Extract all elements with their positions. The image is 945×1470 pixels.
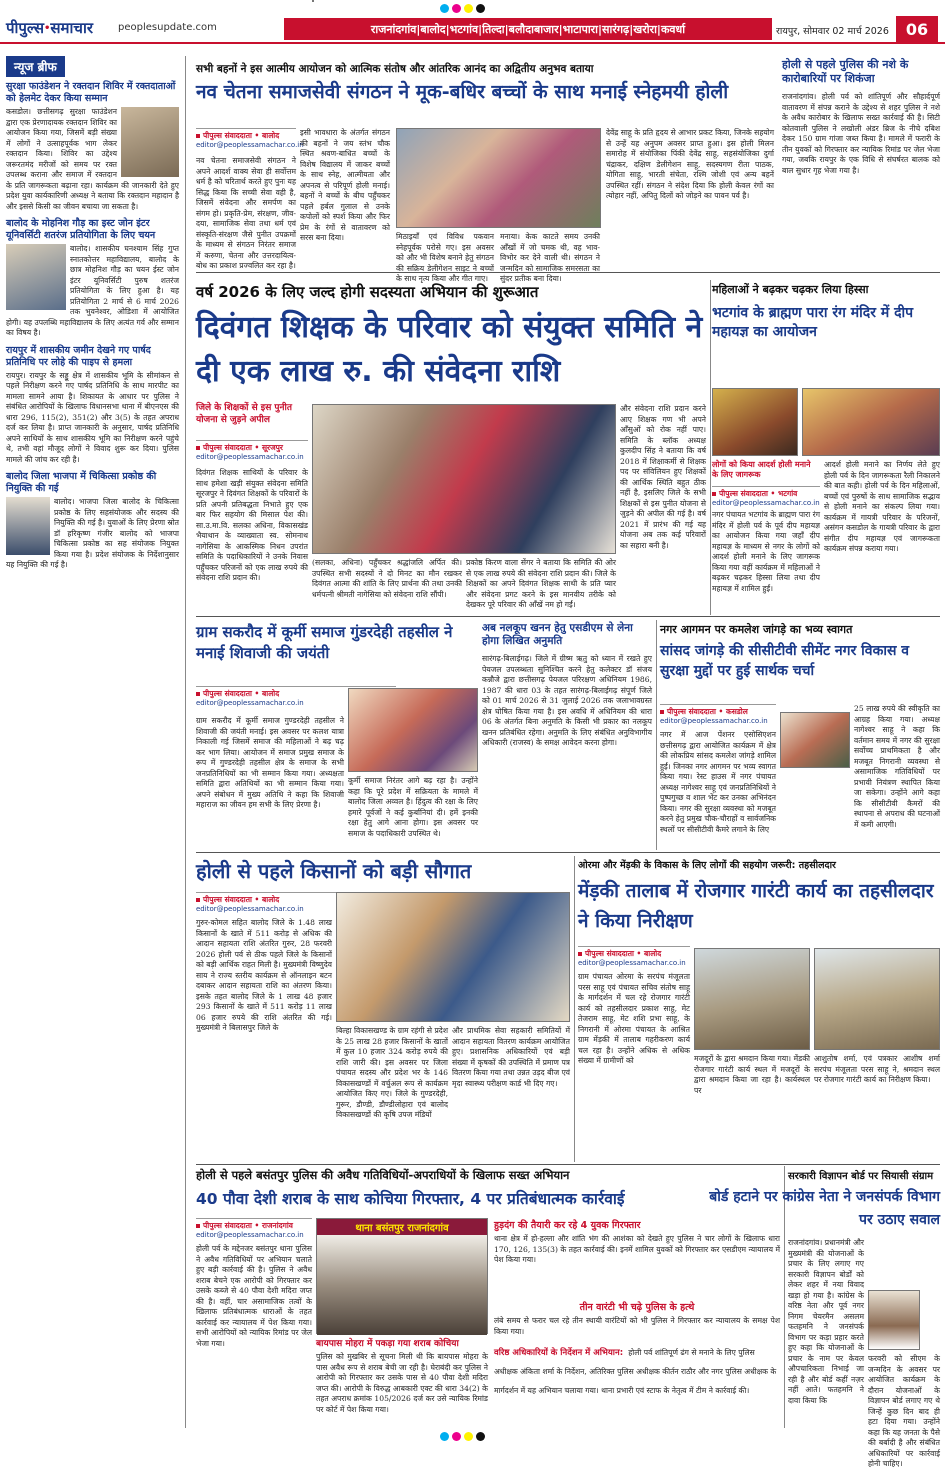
photo-banner: थाना बसंतपुर राजनांदगांव [317, 1219, 487, 1235]
story-congress-headline: बोर्ड हटाने पर कांग्रेस नेता ने जनसंपर्क विभाग पर उठाए सवाल [709, 1189, 940, 1228]
story-holi-body-3: मिठाइयाँ एवं विविध पकवान स्नेहपूर्वक परोसे गए। इस अवसर को और भी विशेष बनाने हेतु संगठन की सक्रिय डेलीगेशन साइट ने बच्चों के साथ नृत्य किया और गीत गाए। [396, 232, 494, 283]
story-samiti-body-2: प्रकोष्ठ किरण वाला सेंगर ने बताया कि समिति की ओर से एक लाख रुपये की संवेदना राशि प्रदान की। जिले के शिक्षकों का अपने दिवंगत शिक्षक साथी के प्रति प्यार और संवेदना प्रगट करने के इस मानवीय तरीके को देखकर पूरे परिवार की आँखें नम हो गईं। [466, 558, 616, 609]
story-basantpur-headline: 40 पौवा देशी शराब के साथ कोचिया गिरफ्तार, 4 पर प्रतिबंधात्मक कार्रवाई [196, 1190, 625, 1208]
story-kurmi-headline: ग्राम सकरौद में कूर्मी समाज गुंडरदेही तहसील ने मनाई शिवाजी की जयंती [196, 623, 453, 662]
story-congress-photo [868, 1290, 920, 1350]
story-tahsildar-caption-1: मजदूरों के द्वारा श्रमदान किया गया। मेंडकी रोजगार गारंटी कार्य स्थल में मजदूरों के द्वारा श्रमदान किया जा रहा है। कार्यस्थल पर [694, 1054, 810, 1095]
masthead [0, 0, 945, 44]
story-samiti-photo-frame [312, 404, 616, 554]
story-congress-body-1: राजनांदगांव। प्रधानमंत्री और मुख्यमंत्री की योजनाओं के प्रचार के लिए लगाए गए सरकारी विज्ञापन बोर्डों को लेकर शहर में नया विवाद खड़ा हो गया है। कांग्रेस के वरिष्ठ नेता और पूर्व नगर निगम चेयरमैन असलम फतहमनि ने जनसंपर्क विभाग पर कड़ा प्रहार करते हुए कहा कि योजनाओं के प्रचार के नाम पर केवल औपचारिकता निभाई जा रही है और बोर्ड कहीं नज़र नहीं आते। फतहमनि ने दावा किया कि [788, 1238, 864, 1405]
story-farmers-body-1: गुरुर-कोमल सहित बालोद जिले के 1.48 लाख किसानों के खाते में 511 करोड़ से अधिक की आदान सहायता राशि अंतरित गुरुर, 28 फरवरी 2026 होली पर्व से ठीक पहले जिले के किसानों को बड़ी आर्थिक राहत मिली है। मुख्यमंत्री विष्णुदेव साय ने राज्य स्तरीय कार्यक्रम से ऑनलाइन बटन दबाकर आदान सहायता राशि का अंतरण किया। इसके तहत बालोद जिले के 1 लाख 48 हजार 293 किसानों के खाते में 511 करोड़ 11 लाख 06 हजार रुपये की राशि अंतरित की गई। मुख्यमंत्री ने बिलासपुर जिले के [196, 918, 332, 1032]
story-kurmi-caption: कूर्मी समाज निरंतर आगे बढ़ रहा है। उन्होंने कहा कि पूरे प्रदेश में सक्रियता के मामले में बालोद जिला अव्वल है। हिंदुत्व की रक्षा के लिए हमारे पूर्वजों ने कई कुर्बानियां दी। हमें इनकी रक्षा हेतु आगे आना होगा। इस अवसर पर समाज के पदाधिकारी उपस्थित थे। [348, 776, 478, 838]
brief-photo [6, 497, 50, 555]
brief-headline: रायपुर में शासकीय जमीन देखने गए पार्षद प्रतिनिधि पर लोहे की पाइप से हमला [6, 344, 151, 368]
story-cctv-kicker: नगर आगमन पर कमलेश जांगड़े का भव्य स्वागत [660, 623, 853, 636]
story-tahsildar-photo-2 [814, 948, 940, 1050]
section-divider [196, 852, 940, 853]
brief-photo [6, 244, 66, 310]
story-bhatgaon-photo-1 [712, 388, 798, 456]
story-farmers-byline: पीपुल्स संवाददाता • बालोद editor@peoplessamachar.co.in [196, 892, 336, 916]
story-holi-photo [396, 128, 601, 228]
story-holi-kicker: सभी बहनों ने इस आत्मीय आयोजन को आत्मिक संतोष और आंतरिक आनंद का अद्वितीय अनुभव बताया [196, 63, 594, 75]
side3-body: होली पर्व शांतिपूर्ण ढंग से मनाने के लिए पुलिस अधीक्षक अंकिता शर्मा के निर्देशन, अतिरिक्त पुलिस अधीक्षक कीर्तन राठौर और नगर पुलिस अधीक्षक के मार्गदर्शन में यह अभियान चलाया गया। थाना प्रभारी एवं स्टाफ के नेतृत्व में टीम ने कार्रवाई की। [494, 1348, 777, 1395]
story-samiti-byline: पीपुल्स संवाददाता • सूरजपुर editor@peoplessamachar.co.in [196, 440, 308, 466]
brief-headline: सुरक्षा फाउंडेशन ने रक्तदान शिविर में रक्तदाताओं को हेलमेट देकर किया सम्मान [6, 81, 176, 104]
brief-headline: बालोद जिला भाजपा में चिकित्सा प्रकोष्ठ की नियुक्ति की गई [6, 471, 157, 494]
story-bhatgaon-photo-2 [802, 388, 940, 456]
story-cctv-body-1: नगर में आज पेंशनर एसोसिएशन छत्तीसगढ़ द्वारा आयोजित कार्यक्रम में क्षेत्र की लोकप्रिय सांसद कमलेश जांगड़े शामिल हुईं। जिनका नगर आगमन पर भव्य स्वागत किया गया। रेस्ट हाउस में नगर पंचायत अध्यक्ष नागेश्वर साहू एवं जनप्रतिनिधियों ने पुष्पगुच्छ व शाल भेंट कर उनका अभिनंदन किया। नगर की सुरक्षा व्यवस्था को मजबूत करने हेतु प्रमुख चौक-चौराहों व सार्वजनिक स्थलों पर सीसीटीवी कैमरे लगाने के लिए [660, 730, 776, 834]
side3-head: वरिष्ठ अधिकारियों के निर्देशन में अभियान: [494, 1348, 624, 1358]
story-tahsildar-headline: मेंड़की तालाब में रोजगार गारंटी कार्य का तहसीलदार ने किया निरीक्षण [578, 880, 934, 932]
story-samiti-body-3: और संवेदना राशि प्रदान करने आए शिक्षक गण भी अपने आँसुओं को रोक नहीं पाए। समिति के ब्लॉक अध्यक्ष कुलदीप सिंह ने बताया कि वर्ष 2018 में शिक्षाकर्मी से शिक्षक पद पर संविलियन हुए शिक्षकों की आर्थिक स्थिति बहुत ठीक नहीं है, इसलिए जिले के सभी शिक्षकों से इस पुनीत योजना से जुड़ने की अपील की गई है। वर्ष 2021 में प्रारंभ की गई यह योजना अब तक कई परिवारों का सहारा बनी है। [620, 404, 706, 550]
brief-body: रायपुर। रायपुर के सड्डू क्षेत्र में शासकीय भूमि के सीमांकन से पहले निरीक्षण करने गए पार्षद प्रतिनिधि के साथ मारपीट का मामला सामने आया है। शिकायत के आधार पर पुलिस ने संबंधित आरोपियों के खिलाफ विधानसभा थाना में बीएनएस की धारा 296, 115(2), 351(2) और 3(5) के तहत अपराध दर्ज कर लिया है। प्राप्त जानकारी के अनुसार, पार्षद प्रतिनिधि अपने साथियों के साथ शासकीय भूमि का निरीक्षण करने पहुंचे थे, तभी वहां मौजूद लोगों ने विवाद शुरू कर दिया। पुलिस मामले की जांच कर रही है। [6, 370, 179, 464]
story-samiti-kicker: वर्ष 2026 के लिए जल्द होगी सदस्यता अभियान की शुरूआत [196, 283, 539, 301]
brief-story-attack [6, 345, 179, 466]
story-tahsildar-body: ग्राम पंचायत ओरमा के सरपंच मंजूलता परस साहू एवं पंचायत सचिव संतोष साहू के मार्गदर्शन में चल रहे रोजगार गारंटी कार्य को तहसीलदार प्रकाश साहू, मेट तेजराम साहू, मेट शशि प्रभा साहू, के निगरानी में ओरमा पंचायत के आश्रित ग्राम मेंड़की में तालाब गहरीकरण कार्य चल रहा है। उन्होंने अधिक से अधिक संख्या में ग्रामीणों को [578, 972, 690, 1065]
story-cctv-headline: सांसद जांगड़े की सीसीटीवी सीमेंट नगर विकास व सुरक्षा मुद्दों पर हुई सार्थक चर्चा [660, 643, 910, 679]
brief-body: कसडोल। छत्तीसगढ़ सुरक्षा फाउंडेशन द्वारा एक प्रेरणादायक रक्तदान शिविर का आयोजन किया गया, जिसमें बड़ी संख्या में लोगों ने उत्साहपूर्वक भाग लेकर रक्तदान किया। शिविर का उद्देश्य जरूरतमंद मरीजों को समय पर रक्त उपलब्ध कराना और समाज में रक्तदान के प्रति जागरूकता बढ़ाना रहा। कार्यक्रम की जानकारी देते हुए प्रदेश युवा कार्यकारिणी अध्यक्ष ने बताया कि रक्तदान महादान है और इससे किसी का जीवन बचाया जा सकता है। [6, 107, 179, 211]
newspaper-logo: पीपुल्स•समाचार [6, 19, 93, 37]
story-holi-body-1: नव चेतना समाजसेवी संगठन ने अपने आदर्श वाक्य सेवा ही सर्वोत्तम धर्म है को चरितार्थ करते हुए पुनः यह सिद्ध किया कि सच्ची सेवा वही है, जिसमें संवेदना और समर्पण का संगम हो। प्रकृति-प्रेम, संरक्षण, जीव-दया, सामाजिक सेवा तथा धर्म एवं संस्कृति-संरक्षण जैसे पुनीत उपक्रमों के माध्यम से संगठन निरंतर समाज में करुणा, चेतना और उत्तरदायित्व-बोध का प्रकाश प्रज्वलित कर रहा है। [196, 156, 296, 270]
story-congress-body-2: फरवरी को सीएम के जन्मदिन के अवसर पर आयोजित कार्यक्रम के दौरान योजनाओं के विज्ञापन बोर्ड लगाए गए थे जिन्हें कुछ दिन बाद ही हटा दिया गया। उन्होंने कहा कि यह जनता के पैसे की बर्बादी है और संबंधित अधिकारियों पर कार्रवाई होनी चाहिए। [868, 1354, 940, 1468]
story-tahsildar-caption-2: आशुतोष शर्मा, एवं पत्रकार आशीष शर्मा सरपंच मंजूलता परस साहू ने, श्रमदान स्थल पर रोजगार गारंटी कार्य का निरीक्षण किया। [814, 1054, 940, 1084]
story-bhatgaon-byline: पीपुल्स संवाददाता • भटगांव editor@peoplessamachar.co.in [712, 486, 820, 508]
story-basantpur-side3 [494, 1340, 780, 1426]
story-tahsildar-photo-1 [694, 948, 810, 1050]
story-bhatgaon-subhead: लोगों को किया आदर्श होली मनाने के लिए जागरूक [712, 460, 811, 479]
brief-story-blood-donation [6, 81, 179, 212]
story-samiti-subhead: जिले के शिक्षकों से इस पुनीत योजना से जुड़ने अपील [196, 403, 292, 425]
story-cctv-body-2: 25 लाख रुपये की स्वीकृति का आग्रह किया गया। अध्यक्ष नागेश्वर साहू ने कहा कि वर्तमान समय में नगर की सुरक्षा सर्वोच्च प्राथमिकता है और मजबूत निगरानी व्यवस्था से असामाजिक गतिविधियों पर प्रभावी नियंत्रण स्थापित किया जा सकेगा। उन्होंने आगे कहा कि सीसीटीवी कैमरों की स्थापना से अपराध की घटनाओं में कमी आएगी। [854, 704, 940, 829]
story-basantpur-caption-head: बायपास मोहरा में पकड़ा गया शराब कोचिया [316, 1339, 459, 1349]
story-holi-body-5: देवेंद्र साहू के प्रति हृदय से आभार प्रकट किया, जिनके सहयोग से उन्हें यह अनुपम अवसर प्राप्त हुआ। इस होली मिलन समारोह में संयोजिका पिंकी देवेंद्र साहू, सहसंयोजिका दुर्गा चंद्राकर, दक्षिण डेलीगेशन साहू, सदस्यगण रीता पाठक, योगिता साहू, भारती संचेता, रश्मि जोशी एवं अन्य बहनें उपस्थित रहीं। संगठन ने संदेश दिया कि होली केवल रंगों का त्योहार नहीं, अपितु दिलों को जोड़ने का पावन पर्व है। [606, 128, 774, 200]
brief-story-bjp-cell [6, 471, 179, 571]
page-number: 06 [896, 16, 938, 42]
story-holi-headline: नव चेतना समाजसेवी संगठन ने मूक-बधिर बच्चों के साथ मनाई स्नेहमयी होली [196, 81, 729, 103]
story-farmers-headline: होली से पहले किसानों को बड़ी सौगात [196, 859, 472, 883]
story-cctv-photo [780, 712, 850, 768]
story-police-drugs-headline: होली से पहले पुलिस की नशे के कारोबारियों पर शिकंजा [782, 58, 909, 85]
section-divider [196, 616, 940, 617]
story-police-drugs-body: राजनांदगांव। होली पर्व को शांतिपूर्ण और सौहार्दपूर्ण वातावरण में संपन्न कराने के उद्देश्य से शहर पुलिस ने नशे के अवैध कारोबार के खिलाफ सख्त कार्रवाई की है। सिटी कोतवाली पुलिस ने लखोली अंडर ब्रिज के नीचे दबिश देकर 150 ग्राम गांजा जब्त किया है। मामले में फरारी के तीन युवकों को गिरफ्तार कर न्यायिक रिमांड पर जेल भेजा गया, जबकि रायपुर के एक विधि से संघर्षरत बालक को बाल सुधार गृह भेजा गया है। [782, 92, 940, 175]
brief-body: बालोद। शासकीय घनश्याम सिंह गुप्त स्नातकोत्तर महाविद्यालय, बालोद के छात्र मोहनिश गौड़ का चयन ईस्ट जोन इंटर यूनिवर्सिटी पुरुष शतरंज प्रतियोगिता के लिए हुआ है। यह प्रतियोगिता 2 मार्च से 6 मार्च 2026 तक भुवनेश्वर, ओडिशा में आयोजित होगी। यह उपलब्धि महाविद्यालय के लिए अत्यंत गर्व और सम्मान का विषय है। [6, 244, 179, 337]
story-basantpur-byline: पीपुल्स संवाददाता • राजनांदगांव editor@peoplessamachar.co.in [196, 1218, 312, 1242]
story-holi-body-2: इसी भावधारा के अंतर्गत संगठन की बहनों ने जय स्तंभ चौक स्थित श्रवण-बाधित बच्चों के विशेष विद्यालय में जाकर बच्चों के साथ स्नेह, आत्मीयता और अपनत्व से परिपूर्ण होली मनाई। बहनों ने बच्चों के बीच पहुँचकर पहले हर्बल गुलाल से उनके कपोलों को स्पर्श किया और फिर प्रेम के रंगों से वातावरण को सरस बना दिया। [300, 128, 390, 242]
story-basantpur-kicker: होली से पहले बसंतपुर पुलिस की अवैध गतिविधियों-अपराधियों के खिलाफ सख्त अभियान [196, 1168, 570, 1182]
story-holi-body-4: मनाया। केक काटते समय उनकी आँखों में जो चमक थी, वह भाव-विभोर कर देने वाली थी। संगठन ने जन्मदिन को सामाजिक समरसता का सुंदर प्रतीक बना दिया। [500, 232, 600, 283]
story-tahsildar-byline: पीपुल्स संवाददाता • बालोद editor@peoplessamachar.co.in [578, 946, 690, 970]
story-kurmi-byline: पीपुल्स संवाददाता • बालोद editor@peoplessamachar.co.in [196, 686, 396, 712]
dateline: रायपुर, सोमवार 02 मार्च 2026 [776, 26, 889, 37]
story-samiti-caption: (सलका, अधिना) पहुँचकर श्रद्धांजलि अर्पित की। उपस्थित सभी सदस्यों ने दो मिनट का मौन रखकर दिवंगत आत्मा की शांति के लिए प्रार्थना की तथा उनकी धर्मपत्नी श्रीमती नागेसिया को संवेदना राशि सौंपी। [312, 558, 462, 599]
story-tahsildar-kicker: ओरमा और मेंड़की के विकास के लिए लोगों की सहयोग जरूरी: तहसीलदार [578, 860, 836, 871]
story-basantpur-caption: पुलिस को मुखबिर से सूचना मिली थी कि बायपास मोहरा के पास अवैध रूप से शराब बेची जा रही है। घेराबंदी कर पुलिस ने आरोपी को गिरफ्तार कर उसके पास से 40 पौवा देशी मदिरा जप्त की। आरोपी के विरुद्ध आबकारी एक्ट की धारा 34(2) के तहत अपराध क्रमांक 105/2026 दर्ज कर उसे न्यायिक रिमांड पर कोर्ट में पेश किया गया। [316, 1352, 488, 1414]
news-brief-label: न्यूज ब्रीफ [6, 56, 65, 77]
section-divider [196, 272, 940, 273]
website-url: peoplesupdate.com [118, 22, 217, 33]
brief-story-chess [6, 218, 179, 339]
story-samiti-body-1: दिवंगत शिक्षक साथियों के परिवार के साथ हमेशा खड़ी संयुक्त संवेदना समिति सूरजपुर ने दिवंगत शिक्षकों के परिवारों के प्रति अपनी प्रतिबद्धता निभाते हुए एक बार फिर सहयोग की मिसाल पेश की। सा.उ.मा.वि. सलका अधिना, विकासखंड भैयाथान के व्याख्याता स्व. सोमनाथ नागेसिया के आकस्मिक निधन उपरांत समिति के पदाधिकारियों ने उनके निवास पहुँचकर परिजनों को एक लाख रुपये की संवेदना राशि प्रदान की। [196, 468, 308, 582]
story-permit-headline: अब नलकूप खनन हेतु एसडीएम से लेना होगा लिखित अनुमति [482, 622, 633, 647]
story-samiti-headline: दिवंगत शिक्षक के परिवार को संयुक्त समिति ने दी एक लाख रु. की संवेदना राशि [196, 310, 703, 389]
story-basantpur-photo [316, 1218, 488, 1334]
story-farmers-photo [336, 892, 570, 1022]
story-kurmi-photo [348, 688, 478, 772]
news-brief-column [6, 56, 186, 1428]
story-holi-byline: पीपुल्स संवाददाता • बालोद editor@peoplessamachar.co.in [196, 128, 296, 154]
story-bhatgaon-body-1: नगर पंचायत भटगांव के ब्राह्मण पारा रंग मंदिर में होली पर्व के पूर्व दीप महायज्ञ का आयोजन किया गया जहाँ दीप महायज्ञ के माध्यम से नगर के लोगों को आदर्श होली मनाने के लिए जागरूक किया गया वहीं कार्यक्रम में महिलाओं ने बढ़कर चढ़कर हिस्सा लिया तथा दीप महायज्ञ में शामिल हुईं। [712, 510, 820, 593]
story-farmers-body-3: और प्राथमिक सेवा सहकारी समितियों में आदान सहायता वितरण कार्यक्रम आयोजित हुए। प्रशासनिक अधिकारियों एवं बड़ी संख्या में कृषकों की उपस्थिति में प्रमाण पत्र वितरण किया गया तथा उन्नत उड़द बीज एवं मृदा स्वास्थ्य परीक्षण कार्ड भी दिए गए। [452, 1026, 570, 1088]
color-registration-marks [440, 4, 485, 13]
brief-headline: बालोद के मोहनिश गौड़ का इस्ट जोन इंटर यूनिवर्सिटी शतरंज प्रतियोगिता के लिए चयन [6, 218, 156, 241]
story-kurmi-body: ग्राम सकरौद में कूर्मी समाज गुण्डरदेही तहसील ने शिवाजी की जयंती मनाई। इस अवसर पर कलश यात्रा निकाली गई जिसमें समाज की महिलाओं ने बढ़ चढ़ कर भाग लिया। आयोजन में समाज प्रमुख समाज के रूप में गुण्डरदेही तहसील क्षेत्र के समाज के सभी जनप्रतिनिधियों का भी सम्मान किया गया। अध्यक्षता समिति द्वारा अतिथियों का भी सम्मान किया गया। अपने संबोधन में मुख्य अतिथि ने कहा कि शिवाजी महाराज का जीवन हम सभी के लिए प्रेरणा है। [196, 716, 344, 809]
section-divider [196, 1164, 940, 1165]
story-basantpur-side1-head: हुड़दंग की तैयारी कर रहे 4 युवक गिरफ्तार [494, 1220, 641, 1231]
story-basantpur-side2-head: तीन वारंटी भी चढ़े पुलिस के हत्थे [579, 1302, 695, 1313]
story-basantpur-side1-body: थाना क्षेत्र में हो-हल्ला और शांति भंग की आशंका को देखते हुए पुलिस ने चार लोगों के खिलाफ धारा 170, 126, 135(3) के तहत कार्रवाई की। इनमें शामिल युवकों को गिरफ्तार कर एसडीएम न्यायालय में पेश किया गया। [494, 1234, 780, 1264]
story-congress-kicker: सरकारी विज्ञापन बोर्ड पर सियासी संग्राम [788, 1171, 934, 1182]
story-congress-body-2a [868, 1238, 940, 1288]
brief-body: बालोद। भाजपा जिला बालोद के चिकित्सा प्रकोष्ठ के लिए सहसंयोजक और सदस्य की नियुक्ति की गई है। युवाओं के लिए प्रेरणा स्रोत डॉ हरिकृष्ण गंजीर बालोद को भाजपा चिकित्सा प्रकोष्ठ का सह संयोजक नियुक्त किया गया है। प्रदेश संयोजक के निर्देशानुसार यह नियुक्ति की गई है। [6, 497, 179, 569]
story-samiti-photo [312, 0, 314, 2]
story-cctv-byline: पीपुल्स संवाददाता • कसडोल editor@peoplessamachar.co.in [660, 704, 776, 728]
column-divider [656, 620, 657, 850]
story-basantpur-side2-body: लंबे समय से फरार चल रहे तीन स्थायी वारंटियों को भी पुलिस ने गिरफ्तार कर न्यायालय के समक्ष पेश किया गया। [494, 1316, 780, 1336]
story-basantpur-body: होली पर्व के मद्देनजर बसंतपुर थाना पुलिस ने अवैध गतिविधियों पर अभियान चलाते हुए बड़ी कार्रवाई की है। पुलिस ने अवैध शराब बेचने एक आरोपी को गिरफ्तार कर उसके कब्जे से 40 पौवा देशी मदिरा जप्त की है। वहीं, चार असामाजिक तत्वों के खिलाफ प्रतिबंधात्मक धाराओं के तहत कार्रवाई कर न्यायालय में पेश किया गया। सभी आरोपियों को न्यायिक रिमांड पर जेल भेजा गया। [196, 1244, 312, 1348]
column-divider [574, 856, 575, 1162]
brief-photo [121, 107, 179, 177]
story-permit-body: सारंगढ़-बिलाईगढ़। जिले में ग्रीष्म ऋतु को ध्यान में रखते हुए पेयजल उपलब्धता सुनिश्चित करने हेतु कलेक्टर डॉ संजय कन्नौजे द्वारा छत्तीसगढ़ पेयजल परिरक्षण अधिनियम 1986, 1987 की धारा 03 के तहत सारंगढ़-बिलाईगढ़ संपूर्ण जिले को 01 मार्च 2026 से 31 जुलाई 2026 तक जलाभावग्रस्त क्षेत्र घोषित किया गया है। इस अवधि में अधिनियम की धारा 06 के अंतर्गत बिना अनुमति के किसी भी प्रकार का नलकूप खनन प्रतिबंधित रहेगा। अनुमति के लिए संबंधित अनुविभागीय अधिकारी (राजस्व) के समक्ष आवेदन करना होगा। [482, 654, 652, 747]
story-bhatgaon-kicker: महिलाओं ने बढ़कर चढ़कर लिया हिस्सा [712, 283, 869, 296]
column-divider [710, 280, 711, 615]
color-registration-marks [440, 1432, 485, 1441]
story-farmers-body-2: बिल्हा विकासखण्ड के ग्राम रहंगी से प्रदेश के 25 लाख 28 हजार किसानों के खातों में कुल 10 हजार 324 करोड़ रुपये की राशि जारी की। इस अवसर पर जिला पंचायत सदस्य और प्रदेश भर के 146 विकासखण्डों में वर्चुअल रूप से कार्यक्रम आयोजित किए गए। जिले के गुण्डरदेही, गुरूर, डौण्डी, डौण्डीलोहारा एवं बालोद विकासखण्डों की कृषि उपज मंडियों [336, 1026, 448, 1119]
story-bhatgaon-body-2: आदर्श होली मनाने का निर्णय लेते हुए होली पर्व के दिन जागरूकता रैली निकालने की बात कही। होली पर्व के दिन महिलाओं, बच्चों एवं पुरुषों के साथ सामाजिक सद्भाव से होली मनाने का संकल्प लिया गया। कार्यक्रम में गायत्री परिवार के परिजनों, असंगन कसडोल के गायत्री परिवार के द्वारा संगीत दीप महायज्ञ एवं जागरूकता कार्यक्रम संपन्न कराया गया। [824, 460, 940, 553]
story-bhatgaon-headline: भटगांव के ब्राह्मण पारा रंग मंदिर में दीप महायज्ञ का आयोजन [712, 305, 914, 340]
city-edition-strip: राजनांदगांव|बालोद|भटगांव|तिल्दा|बलौदाबाजार|भाटापारा|सारंगढ़|खरोरा|कवर्धा [284, 18, 772, 40]
footer-registration [0, 1430, 945, 1445]
